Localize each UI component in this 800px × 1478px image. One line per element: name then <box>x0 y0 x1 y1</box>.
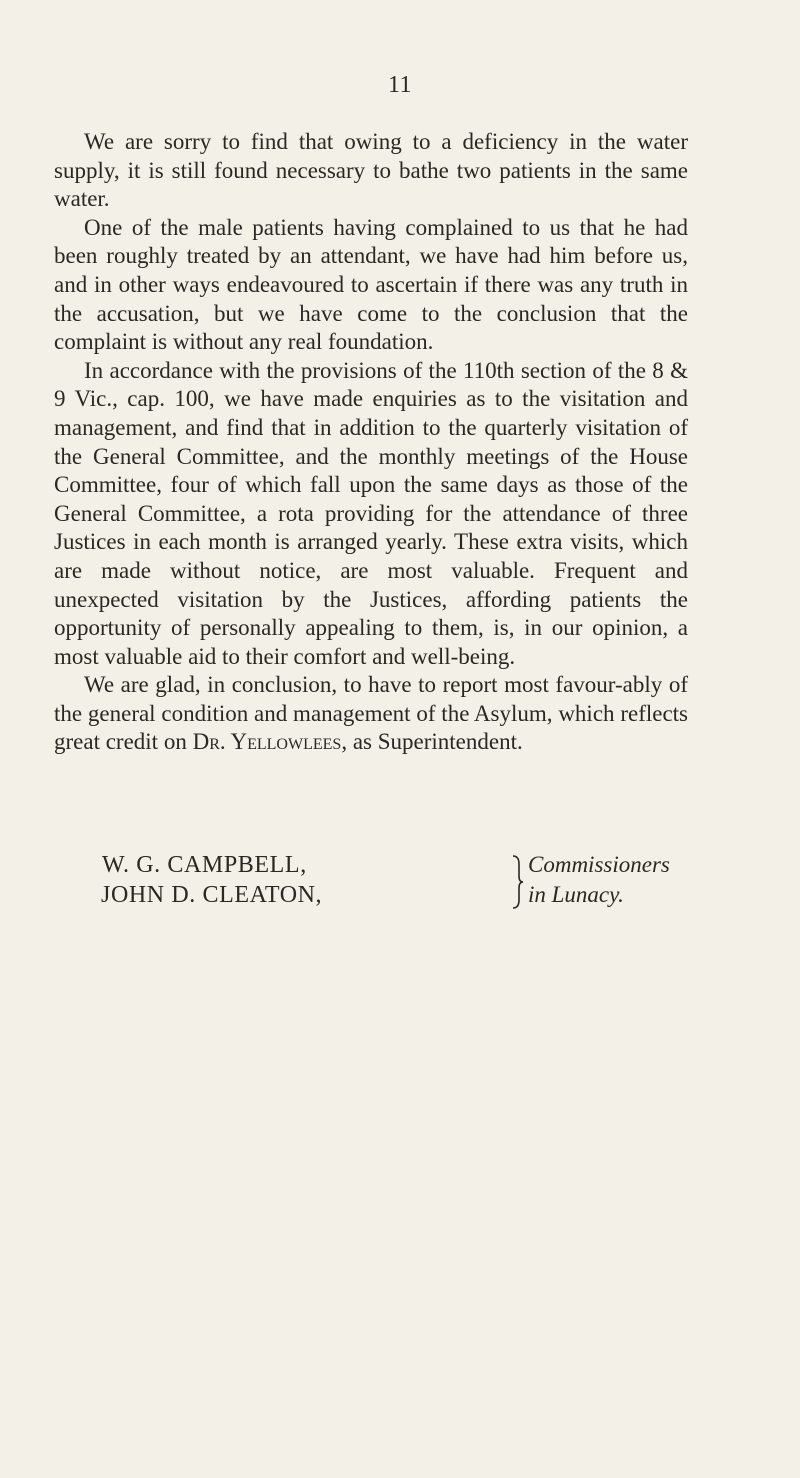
signature-block <box>102 852 702 912</box>
role-in-lunacy: in Lunacy. <box>528 882 624 907</box>
superintendent-name: Dr. Yellowlees <box>192 729 342 755</box>
signatory-cleaton: JOHN D. CLEATON, <box>101 882 323 908</box>
brace-icon <box>510 854 524 910</box>
conclusion-text-end: , as Superintendent. <box>341 729 523 755</box>
page-number: 11 <box>387 72 413 98</box>
role-commissioners: Commissioners <box>528 852 670 877</box>
signatory-campbell: W. G. CAMPBELL, <box>102 852 307 878</box>
signature-row-1 <box>102 852 702 882</box>
report-body <box>54 128 688 757</box>
paragraph-patient-complaint: One of the male patients having complained to us that he had been roughly treated by an attendant, we have had him before us, and in other ways endeavoured to ascertain if there was any truth in the accusation, but we have come to the conclusion that the complaint is without any real foundation. <box>54 214 688 355</box>
paragraph-water-supply: We are sorry to find that owing to a deficiency in the water supply, it is still found necessary to bathe two patients in the same water. <box>54 129 688 212</box>
signature-row-2 <box>102 882 702 912</box>
paragraph-conclusion <box>54 671 688 757</box>
paragraph-visitation: In accordance with the provisions of the 110th section of the 8 & 9 Vic., cap. 100, we have made enquiries as to the visitation and management, and find that in addition to the quarterly visitation of the General Committee, and the monthly meetings of the House Committee, four of which fall upon the same days as those of the General Committee, a rota providing for the attendance of three Justices in each month is arranged yearly. These extra visits, which are made without notice, are most valuable. Frequent and unexpected visitation by the Justices, affording patients the opportunity of personally appealing to them, is, in our opinion, a most valuable aid to their comfort and well-being. <box>54 357 688 669</box>
conclusion-text-start: We are glad, in conclusion, to have to report most favour-ably of the general condition and management of the Asylum, which reflects great credit on <box>54 672 688 755</box>
